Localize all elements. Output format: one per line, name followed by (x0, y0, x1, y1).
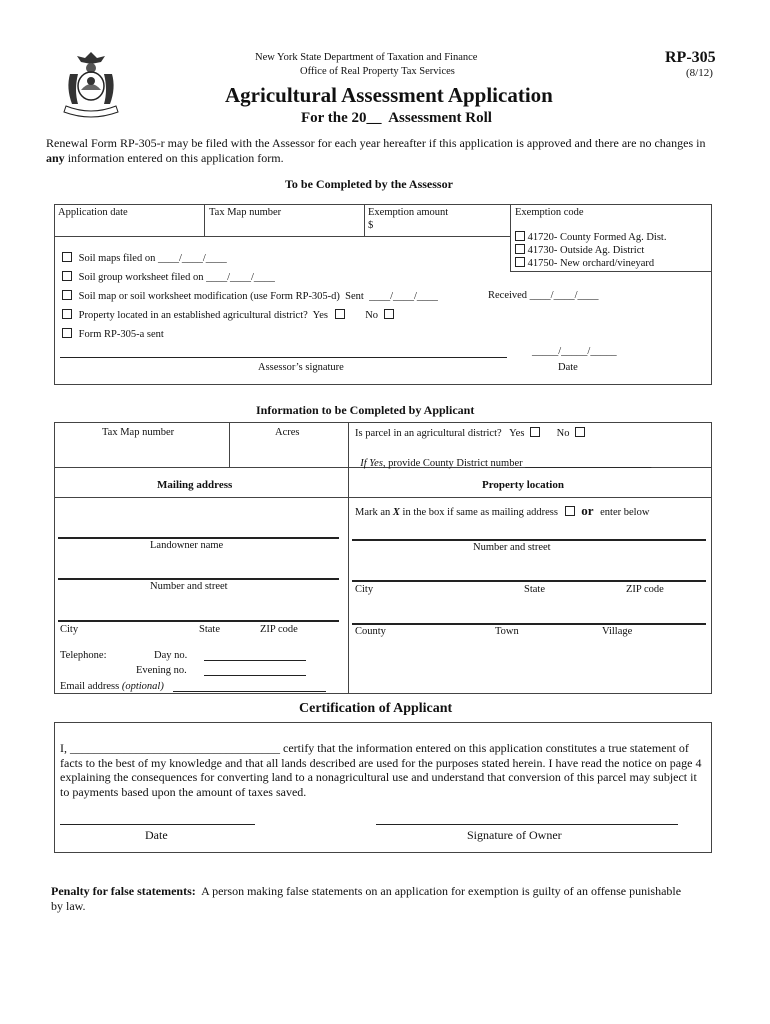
tax-map-number-label: Tax Map number (209, 207, 282, 218)
seal-icon (54, 48, 128, 122)
soil-mod-label: Soil map or soil worksheet modification (use Form RP-305-d) Sent ____/____/____ (78, 291, 438, 302)
day-no-label: Day no. (154, 650, 188, 661)
day-no-field[interactable] (204, 660, 306, 661)
mail-street-label: Number and street (150, 581, 228, 592)
county-label: County (355, 626, 386, 637)
ag-district-yes-checkbox[interactable] (335, 309, 345, 319)
email-field[interactable] (173, 691, 326, 692)
parcel-yes-checkbox[interactable] (530, 427, 540, 437)
dollar-sign: $ (368, 220, 374, 231)
application-date-label: Application date (58, 207, 128, 218)
rp305a-checkbox[interactable] (62, 328, 72, 338)
soil-group-row (62, 271, 275, 283)
email-label: Email address (60, 681, 122, 692)
certification-date-line[interactable] (60, 824, 255, 825)
soil-group-label: Soil group worksheet filed on ____/____/____ (78, 272, 275, 283)
exemption-code-41750 (515, 257, 654, 269)
form-number: RP-305 (665, 49, 716, 66)
intro-part2: information entered on this application form. (64, 151, 284, 165)
mailing-address-label: Mailing address (157, 479, 233, 491)
county-district-label: provide County District number ________________________ (385, 458, 652, 469)
certification-date-label: Date (145, 828, 168, 842)
parcel-no-checkbox[interactable] (575, 427, 585, 437)
penalty-text: A person making false statements on an application for exemption is guilty of an offense punishable by law. (51, 884, 685, 913)
soil-mod-checkbox[interactable] (62, 290, 72, 300)
code-41750-label: 41750- New orchard/vineyard (527, 258, 655, 269)
penalty-statement (51, 869, 691, 914)
property-zip-label: ZIP code (626, 584, 664, 595)
exemption-amount-label: Exemption amount (368, 207, 449, 218)
ag-district-no-label: No (365, 310, 379, 321)
property-county-line[interactable] (352, 623, 706, 625)
landowner-name-label: Landowner name (150, 540, 224, 551)
ag-district-no-checkbox[interactable] (384, 309, 394, 319)
assessor-signature-label: Assessor’s signature (258, 362, 344, 373)
ag-district-checkbox[interactable] (62, 309, 72, 319)
applicant-tax-map-label: Tax Map number (102, 427, 175, 438)
intro-emphasis: any (46, 151, 65, 165)
assessor-heading: To be Completed by the Assessor (285, 177, 453, 191)
soil-maps-checkbox[interactable] (62, 252, 72, 262)
mail-street-line[interactable] (58, 578, 339, 580)
renewal-intro (46, 136, 706, 166)
owner-signature-line[interactable] (376, 824, 678, 825)
assessment-roll-subtitle: For the 20__ Assessment Roll (301, 110, 492, 126)
assessor-date-label: Date (558, 362, 578, 373)
rp305a-label: Form RP-305-a sent (78, 329, 164, 340)
office-name: Office of Real Property Tax Services (300, 66, 455, 77)
if-yes-label: If Yes, (360, 458, 386, 469)
state-seal (54, 48, 128, 122)
exemption-code-41730 (515, 244, 644, 256)
mark-x-letter: X (392, 507, 400, 518)
assessor-signature-line[interactable] (60, 357, 507, 358)
village-label: Village (602, 626, 633, 637)
evening-no-label: Evening no. (136, 665, 187, 676)
soil-maps-row (62, 252, 227, 264)
rp305a-row (62, 328, 164, 340)
mark-x-post: in the box if same as mailing address (399, 507, 558, 518)
same-as-mailing-checkbox[interactable] (565, 506, 575, 516)
property-location-label: Property location (482, 479, 564, 491)
certification-text: I, ___________________________________ certify that the information entered on this application constitutes a true statement of facts to the best of my knowledge and that all lands described are used for the purposes stated herein. I have read the notice on page 4 explaining the consequences for converting land to a nonagricultural use and understand that conversion of this parcel may subject it to payments based upon the amount of taxes saved. (60, 741, 702, 799)
received-date: Received ____/____/____ (488, 290, 599, 301)
soil-maps-label: Soil maps filed on ____/____/____ (78, 253, 227, 264)
county-district-row[interactable] (355, 447, 651, 469)
checkbox-41750[interactable] (515, 257, 525, 267)
exemption-code-41720 (515, 231, 666, 243)
checkbox-41730[interactable] (515, 244, 525, 254)
same-as-mailing-row (355, 503, 649, 519)
ag-district-question (355, 427, 585, 439)
mail-state-label: State (199, 624, 220, 635)
code-41720-label: 41720- County Formed Ag. Dist. (527, 232, 667, 243)
evening-no-field[interactable] (204, 675, 306, 676)
ag-district-row (62, 309, 394, 321)
telephone-label: Telephone: (60, 650, 107, 661)
town-label: Town (495, 626, 519, 637)
soil-mod-row (62, 290, 438, 302)
property-street-label: Number and street (473, 542, 551, 553)
applicant-heading: Information to be Completed by Applicant (256, 403, 475, 417)
mail-city-line[interactable] (58, 620, 339, 622)
intro-part1: Renewal Form RP-305-r may be filed with the Assessor for each year hereafter if this application is approved and there are no changes in (46, 136, 706, 150)
enter-below-label: enter below (600, 507, 650, 518)
exemption-code-label: Exemption code (515, 207, 584, 218)
parcel-no-label: No (556, 428, 570, 439)
owner-signature-label: Signature of Owner (467, 828, 562, 842)
ag-district-label: Property located in an established agricultural district? Yes (78, 310, 328, 321)
or-label: or (581, 503, 594, 518)
assessor-date-slots[interactable]: _____/_____/_____ (532, 346, 617, 357)
certification-heading: Certification of Applicant (299, 701, 453, 716)
code-41730-label: 41730- Outside Ag. District (527, 245, 645, 256)
soil-group-checkbox[interactable] (62, 271, 72, 281)
page-title: Agricultural Assessment Application (225, 83, 553, 107)
ag-district-question-label: Is parcel in an agricultural district? Yes (355, 428, 525, 439)
email-optional: (optional) (121, 681, 164, 692)
property-city-label: City (355, 584, 374, 595)
mail-city-label: City (60, 624, 79, 635)
email-row (60, 681, 164, 692)
checkbox-41720[interactable] (515, 231, 525, 241)
acres-label: Acres (275, 427, 300, 438)
mark-x-pre: Mark an (355, 507, 393, 518)
agency-name: New York State Department of Taxation and Finance (255, 52, 478, 63)
landowner-name-line[interactable] (58, 537, 339, 539)
form-revision-date: (8/12) (686, 67, 713, 79)
property-street-line[interactable] (352, 539, 706, 541)
property-city-line[interactable] (352, 580, 706, 582)
penalty-label: Penalty for false statements: (51, 884, 196, 898)
property-state-label: State (524, 584, 545, 595)
mail-zip-label: ZIP code (260, 624, 298, 635)
